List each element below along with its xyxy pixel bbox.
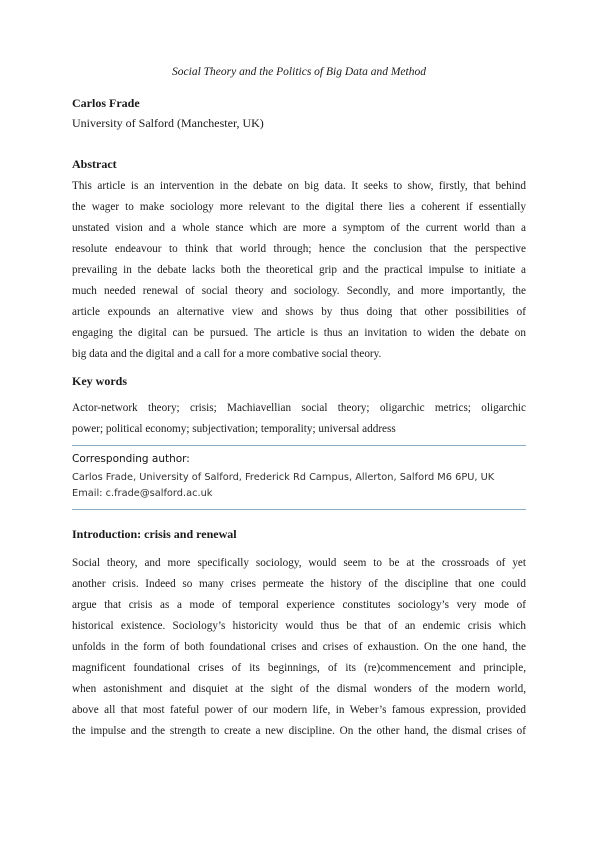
abstract-line: unstated vision and a whole stance which are more a symptom of the current world than a xyxy=(72,222,526,234)
keywords-body xyxy=(72,398,526,440)
intro-line: Social theory, and more specifically sociology, would seem to be at the crossroads of yet xyxy=(72,557,526,569)
corresponding-author-address: Carlos Frade, University of Salford, Frederick Rd Campus, Allerton, Salford M6 6PU, UK xyxy=(72,472,495,483)
introduction-heading: Introduction: crisis and renewal xyxy=(72,527,237,541)
keywords-line: power; political economy; subjectivation; temporality; universal address xyxy=(72,423,396,435)
abstract-line: resolute endeavour to think that world through; hence the conclusion that the perspective xyxy=(72,243,526,255)
abstract-heading: Abstract xyxy=(72,157,117,171)
keywords-heading: Key words xyxy=(72,374,127,388)
abstract-line: This article is an intervention in the debate on big data. It seeks to show, firstly, that behind xyxy=(72,180,526,192)
corresponding-divider-bottom xyxy=(72,509,526,510)
abstract-line: engaging the digital can be pursued. The article is thus an invitation to widen the debate on xyxy=(72,327,526,339)
corresponding-divider-top xyxy=(72,445,526,446)
intro-line: another crisis. Indeed so many crises permeate the history of the discipline that one could xyxy=(72,578,526,590)
intro-line: when astonishment and disquiet at the sight of the dismal wonders of the modern world, xyxy=(72,683,526,695)
corresponding-author-email: Email: c.frade@salford.ac.uk xyxy=(72,488,213,499)
abstract-line: prevailing in the debate lacks both the theoretical grip and the practical impulse to initiate a xyxy=(72,264,526,276)
abstract-body xyxy=(72,176,526,365)
introduction-body xyxy=(72,553,526,742)
abstract-line: big data and the digital and a call for a more combative social theory. xyxy=(72,348,382,360)
keywords-line: Actor-network theory; crisis; Machiavellian social theory; oligarchic metrics; oligarchic xyxy=(72,402,526,414)
intro-line: unfolds in the form of both foundational crises and crises of exhaustion. On the one hand, the xyxy=(72,641,526,653)
abstract-line: much needed renewal of social theory and sociology. Secondly, and more importantly, the xyxy=(72,285,526,297)
corresponding-author-heading: Corresponding author: xyxy=(72,453,190,465)
abstract-line: the wager to make sociology more relevant to the digital there lies a coherent if essentially xyxy=(72,201,526,213)
abstract-line: article expounds an alternative view and shows by thus doing that other possibilities of xyxy=(72,306,526,318)
intro-line: magnificent foundational crises of its beginnings, of its (re)commencement and principle, xyxy=(72,662,526,674)
author-affiliation: University of Salford (Manchester, UK) xyxy=(72,116,264,130)
running-title: Social Theory and the Politics of Big Data and Method xyxy=(172,66,426,78)
intro-line: the impulse and the strength to create a new discipline. On the other hand, the dismal crises of xyxy=(72,725,526,737)
intro-line: above all that most fateful power of our modern life, in Weber’s famous expression, provided xyxy=(72,704,526,716)
intro-line: historical existence. Sociology’s historicity would thus be that of an endemic crisis which xyxy=(72,620,526,632)
author-name: Carlos Frade xyxy=(72,96,140,110)
intro-line: argue that crisis as a mode of temporal experience constitutes sociology’s very mode of xyxy=(72,599,526,611)
